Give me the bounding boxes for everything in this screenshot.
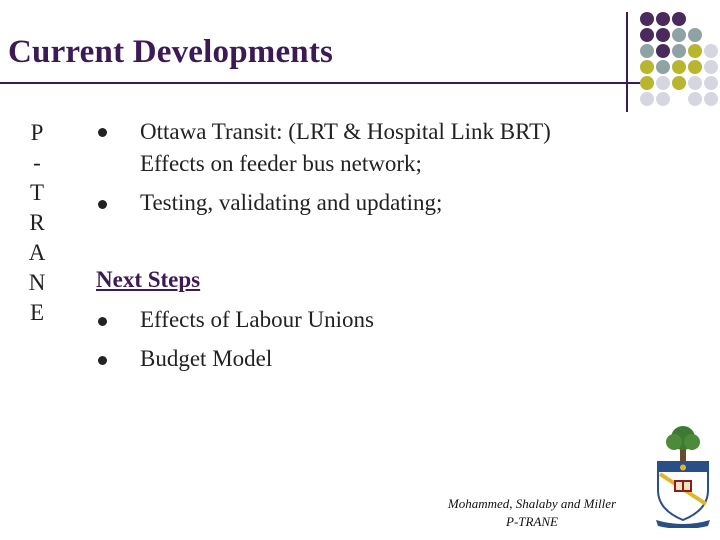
decor-dot (704, 76, 718, 90)
decor-dot (640, 92, 654, 106)
bullet-text: Testing, validating and updating; (140, 190, 443, 215)
decor-dot (688, 28, 702, 42)
side-letter: N (28, 270, 46, 295)
bullet-icon (98, 128, 107, 137)
decor-dot (656, 12, 670, 26)
bullet-icon (98, 200, 107, 209)
next-step-item: Effects of Labour Unions (140, 307, 374, 332)
bullet-text-continuation: Effects on feeder bus network; (140, 151, 422, 176)
decor-dot (688, 44, 702, 58)
footer-credit (432, 495, 632, 531)
decor-dot (656, 76, 670, 90)
decor-dot (704, 44, 718, 58)
bullet-icon (98, 356, 107, 365)
next-step-item: Budget Model (140, 346, 273, 371)
decor-dot (672, 44, 686, 58)
decor-dot (640, 60, 654, 74)
decor-dot (704, 92, 718, 106)
decor-dot (688, 60, 702, 74)
decor-dot (640, 44, 654, 58)
side-letter: T (29, 180, 45, 205)
side-letter: A (28, 240, 46, 265)
university-crest-icon (652, 424, 714, 528)
decor-dot (656, 60, 670, 74)
footer-project: P-TRANE (506, 514, 558, 529)
footer-authors: Mohammed, Shalaby and Miller (447, 496, 617, 511)
side-letter: P (30, 120, 44, 145)
decor-dot (656, 44, 670, 58)
side-letter: E (29, 300, 45, 325)
bullet-icon (98, 317, 107, 326)
decor-dot (656, 92, 670, 106)
decor-dot (704, 60, 718, 74)
side-letter: - (33, 150, 41, 175)
vertical-side-label (20, 118, 54, 328)
decor-dot (640, 28, 654, 42)
decor-dot (672, 12, 686, 26)
decor-dot (640, 12, 654, 26)
next-steps-heading: Next Steps (96, 267, 201, 292)
title-underline-divider (0, 82, 640, 84)
decor-dot (688, 76, 702, 90)
decor-dot (672, 60, 686, 74)
decor-dot (656, 28, 670, 42)
bullet-text: Ottawa Transit: (LRT & Hospital Link BRT) (140, 119, 551, 144)
slide-title: Current Developments (8, 34, 334, 70)
decor-dot (672, 76, 686, 90)
side-letter: R (29, 210, 45, 235)
decor-dot (672, 28, 686, 42)
decor-dot (640, 76, 654, 90)
decor-dot (688, 92, 702, 106)
vertical-divider (626, 12, 628, 112)
